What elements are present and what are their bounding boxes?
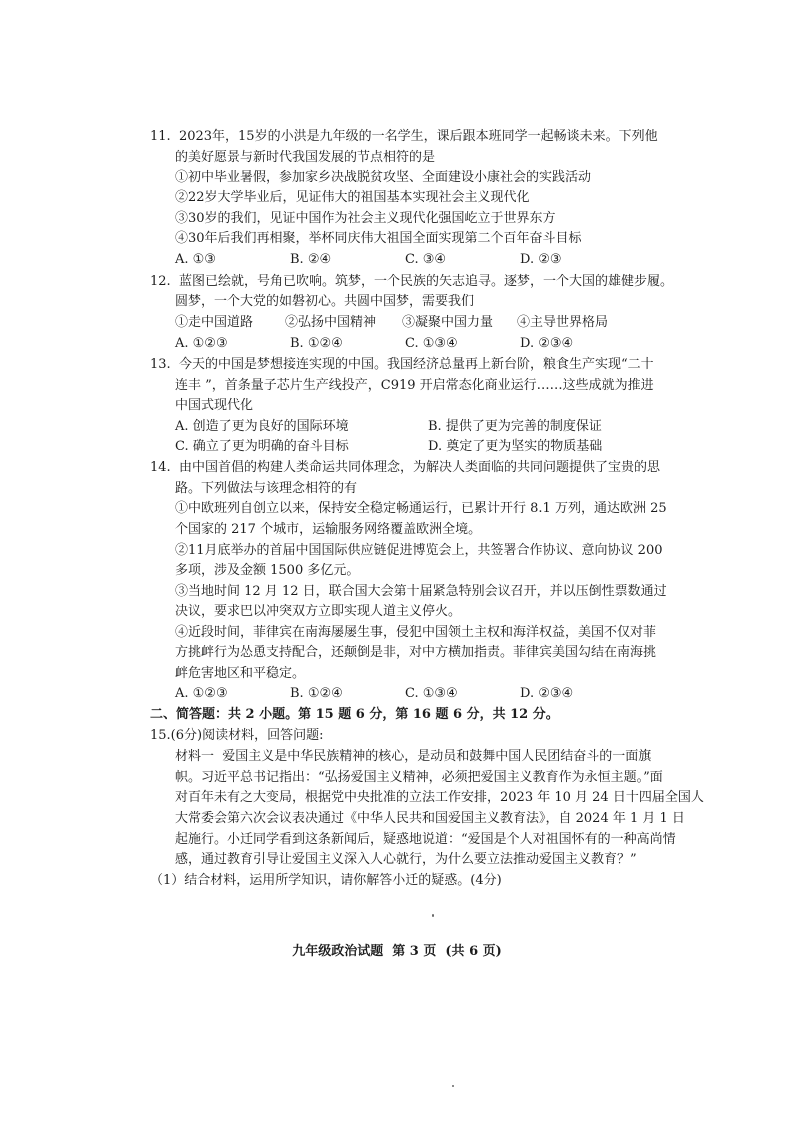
q13-stem-line: 中国式现代化 bbox=[175, 398, 254, 413]
q11-option-c: C. ③④ bbox=[405, 252, 447, 267]
q14-option-c: C. ①③④ bbox=[405, 686, 458, 701]
q15-heading: 15.(6分)阅读材料，回答问题: bbox=[150, 728, 324, 743]
q11-stem-line: 的美好愿景与新时代我国发展的节点相符的是 bbox=[175, 150, 436, 165]
q15-material-line: 帜。习近平总书记指出：“弘扬爱国主义精神，必须把爱国主义教育作为永恒主题。”面 bbox=[175, 770, 663, 785]
q13-option-d: D. 奠定了更为坚实的物质基础 bbox=[428, 439, 603, 454]
q11-item: ①初中毕业暑假，参加家乡决战脱贫攻坚、全面建设小康社会的实践活动 bbox=[175, 170, 592, 185]
q14-item-line: ④近段时间，菲律宾在南海屡屡生事，侵犯中国领土主权和海洋权益，美国不仅对菲 bbox=[175, 625, 657, 640]
q12-option-a: A. ①②③ bbox=[175, 336, 228, 351]
scan-speck bbox=[432, 914, 434, 917]
q12-item: ④主导世界格局 bbox=[517, 315, 609, 330]
q12-stem-line: 圆梦，一个大党的如磐初心。共圆中国梦，需要我们 bbox=[175, 294, 475, 309]
q12-item: ③凝聚中国力量 bbox=[402, 315, 494, 330]
q12-option-b: B. ①②④ bbox=[290, 336, 343, 351]
q14-item-line: 方挑衅行为怂恿支持配合，还颠倒是非，对中方横加指责。菲律宾美国勾结在南海挑 bbox=[175, 645, 657, 660]
q12-item: ②弘扬中国精神 bbox=[285, 315, 377, 330]
q15-material-line: 感，通过教育引导让爱国主义深入人心就行，为什么要立法推动爱国主义教育？” bbox=[175, 852, 637, 867]
q14-item-line: 多项，涉及金额 1500 多亿元。 bbox=[175, 563, 360, 578]
scan-speck bbox=[452, 1085, 454, 1087]
q14-stem-line: 路。下列做法与该理念相符的有 bbox=[175, 481, 358, 496]
q15-material-line: 起施行。小迁同学看到这条新闻后，疑惑地说道：“爱国是个人对祖国怀有的一种高尚情 bbox=[175, 832, 676, 847]
q13-option-a: A. 创造了更为良好的国际环境 bbox=[175, 419, 349, 434]
q14-item-line: ①中欧班列自创立以来，保持安全稳定畅通运行，已累计开行 8.1 万列，通达欧洲 25 bbox=[175, 501, 667, 516]
page-footer: 九年级政治试题 第 3 页 (共 6 页) bbox=[292, 944, 502, 959]
q14-stem-line: 14. 由中国首倡的构建人类命运共同体理念，为解决人类面临的共同问题提供了宝贵的思 bbox=[150, 460, 660, 475]
q15-material-line: 对百年未有之大变局，根据党中央批准的立法工作安排，2023 年 10 月 24 日十四届全国人 bbox=[175, 790, 704, 805]
q11-option-d: D. ②③ bbox=[520, 252, 562, 267]
q14-item-line: 个国家的 217 个城市，运输服务网络覆盖欧洲全境。 bbox=[175, 522, 482, 537]
q12-item: ①走中国道路 bbox=[175, 315, 254, 330]
q13-option-c: C. 确立了更为明确的奋斗目标 bbox=[175, 439, 349, 454]
q13-stem-line: 连丰 ”，首条量子芯片生产线投产，C919 开启常态化商业运行……这些成就为推进 bbox=[175, 378, 654, 393]
q14-item-line: ③当地时间 12 月 12 日，联合国大会第十届紧急特别会议召开，并以压倒性票数通过 bbox=[175, 584, 667, 599]
q11-item: ④30年后我们再相聚，举杯同庆伟大祖国全面实现第二个百年奋斗目标 bbox=[175, 231, 582, 246]
q11-item: ②22岁大学毕业后，见证伟大的祖国基本实现社会主义现代化 bbox=[175, 190, 530, 205]
q12-stem-line: 12. 蓝图已绘就，号角已吹响。筑梦，一个民族的矢志追寻。逐梦，一个大国的雄健步履。 bbox=[150, 274, 673, 289]
q14-option-b: B. ①②④ bbox=[290, 686, 343, 701]
section-heading: 二、简答题：共 2 小题。第 15 题 6 分，第 16 题 6 分，共 12 分。 bbox=[150, 707, 559, 722]
q15-material-line: 大常委会第六次会议表决通过《中华人民共和国爱国主义教育法》，自 2024 年 1 月 1 日 bbox=[175, 811, 685, 826]
q14-option-d: D. ②③④ bbox=[520, 686, 574, 701]
q13-option-b: B. 提供了更为完善的制度保证 bbox=[428, 419, 602, 434]
q11-stem-line: 11. 2023年，15岁的小洪是九年级的一名学生，课后跟本班同学一起畅谈未来。下列他 bbox=[150, 129, 658, 144]
q12-option-c: C. ①③④ bbox=[405, 336, 458, 351]
q15-subquestion-1: （1）结合材料，运用所学知识，请你解答小迁的疑惑。(4分) bbox=[150, 873, 502, 888]
q11-item: ③30岁的我们，见证中国作为社会主义现代化强国屹立于世界东方 bbox=[175, 211, 556, 226]
q12-option-d: D. ②③④ bbox=[520, 336, 574, 351]
q15-material-line: 材料一 爱国主义是中华民族精神的核心，是动员和鼓舞中国人民团结奋斗的一面旗 bbox=[175, 749, 652, 764]
q14-item-line: 决议，要求巴以冲突双方立即实现人道主义停火。 bbox=[175, 604, 462, 619]
q14-item-line: 衅危害地区和平稳定。 bbox=[175, 666, 306, 681]
q11-option-a: A. ①③ bbox=[175, 252, 216, 267]
q13-stem-line: 13. 今天的中国是梦想接连实现的中国。我国经济总量再上新台阶，粮食生产实现“二十 bbox=[150, 357, 654, 372]
q11-option-b: B. ②④ bbox=[290, 252, 332, 267]
q14-item-line: ②11月底举办的首届中国国际供应链促进博览会上，共签署合作协议、意向协议 200 bbox=[175, 543, 663, 558]
q14-option-a: A. ①②③ bbox=[175, 686, 228, 701]
